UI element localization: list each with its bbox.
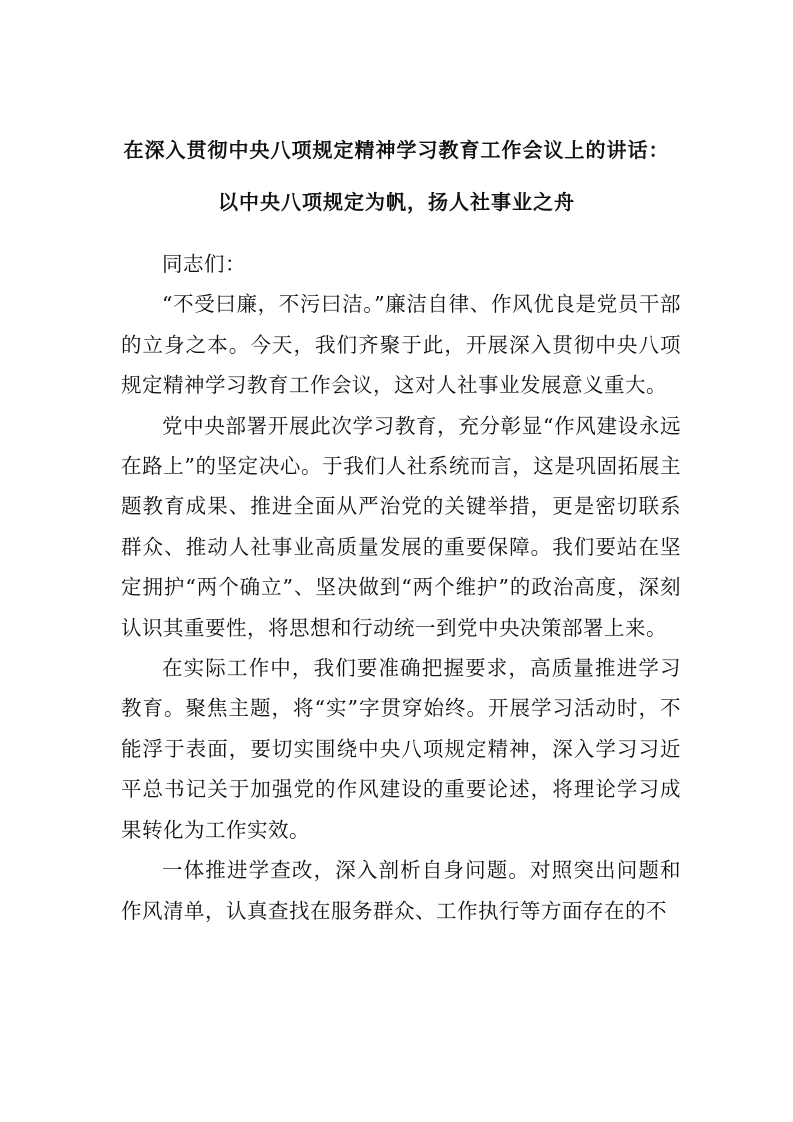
paragraph: 在实际工作中，我们要准确把握要求，高质量推进学习教育。聚焦主题，将“实”字贯穿始终。开展学习活动时，不能浮于表面，要切实围绕中央八项规定精神，深入学习习近平总书记关于加强党的作风建设的重要论述，将理论学习成果转化为工作实效。 bbox=[121, 656, 681, 842]
paragraph: 一体推进学查改，深入剖析自身问题。对照突出问题和作风清单，认真查找在服务群众、工作执行等方面存在的不 bbox=[121, 858, 681, 923]
paragraph: 党中央部署开展此次学习教育，充分彰显“作风建设永远在路上”的坚定决心。于我们人社系统而言，这是巩固拓展主题教育成果、推进全面从严治党的关键举措，更是密切联系群众、推动人社事业高质量发展的重要保障。我们要站在坚定拥护“两个确立”、坚决做到“两个维护”的政治高度，深刻认识其重要性，将思想和行动统一到党中央决策部署上来。 bbox=[121, 413, 681, 640]
document-title-line-2: 以中央八项规定为帆，扬人社事业之舟 bbox=[218, 190, 575, 214]
document-title-line-1: 在深入贯彻中央八项规定精神学习教育工作会议上的讲话： bbox=[123, 138, 670, 162]
paragraph: “不受曰廉，不污曰洁。”廉洁自律、作风优良是党员干部的立身之本。今天，我们齐聚于此，开展深入贯彻中央八项规定精神学习教育工作会议，这对人社事业发展意义重大。 bbox=[121, 292, 681, 398]
salutation: 同志们： bbox=[162, 252, 246, 276]
document-body bbox=[121, 244, 681, 931]
